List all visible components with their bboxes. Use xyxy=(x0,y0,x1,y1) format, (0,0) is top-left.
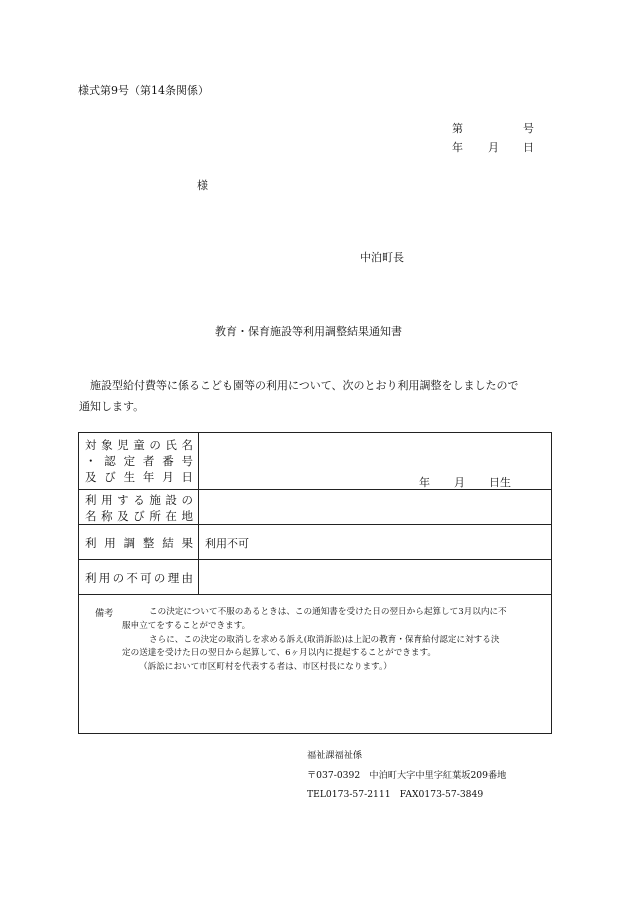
child-header-line-2: ・認定者番号 xyxy=(85,454,193,468)
result-table xyxy=(78,432,552,734)
reason-header-line: 利用の不可の理由 xyxy=(85,571,193,585)
facility-header-line-2: 名称及び所在地 xyxy=(85,509,193,523)
facility-header-line-1: 利用する施設の xyxy=(85,493,193,507)
reason-header xyxy=(79,560,199,594)
table-row-reason xyxy=(79,560,551,595)
date-day: 日 xyxy=(523,141,534,154)
number-suffix: 号 xyxy=(523,122,534,135)
table-row-facility xyxy=(79,490,551,525)
date-year: 年 xyxy=(452,141,463,154)
facility-header xyxy=(79,490,199,524)
dob-day: 日生 xyxy=(489,476,511,489)
body-line-1: 施設型給付費等に係るこども園等の利用について、次のとおり利用調整をしましたので xyxy=(90,379,519,392)
result-header xyxy=(79,525,199,559)
dob-year: 年 xyxy=(419,476,430,489)
addressee-suffix: 様 xyxy=(197,179,208,192)
child-header-line-3: 及び生年月日 xyxy=(85,470,193,484)
table-row-child xyxy=(79,433,551,490)
body-line-2: 通知します。 xyxy=(79,400,145,413)
date-month: 月 xyxy=(488,141,499,154)
document-title: 教育・保育施設等利用調整結果通知書 xyxy=(215,325,402,338)
remarks-line-1: この決定について不服のあるときは、この通知書を受けた日の翌日から起算して3月以内に不 xyxy=(149,607,507,617)
result-header-line: 利用調整結果 xyxy=(85,536,193,550)
remarks-line-4: 定の送達を受けた日の翌日から起算して、6ヶ月以内に提起することができます。 xyxy=(122,648,436,658)
footer-address: 〒037-0392 中泊町大字中里字紅葉坂209番地 xyxy=(307,770,507,781)
child-header xyxy=(79,433,199,489)
sender: 中泊町長 xyxy=(360,251,404,264)
remarks-line-5: （訴訟において市区町村を代表する者は、市区村長になります。） xyxy=(139,662,392,672)
child-header-line-1: 対象児童の氏名 xyxy=(85,438,193,452)
footer-contact: TEL0173-57-2111 FAX0173-57-3849 xyxy=(307,789,484,800)
remarks-line-2: 服申立てをすることができます。 xyxy=(122,621,251,631)
footer-department: 福祉課福祉係 xyxy=(307,750,363,761)
form-label: 様式第9号（第14条関係） xyxy=(78,84,209,97)
number-prefix: 第 xyxy=(452,122,463,135)
result-value: 利用不可 xyxy=(205,537,249,550)
dob-month: 月 xyxy=(454,476,465,489)
table-row-result xyxy=(79,525,551,560)
remarks-label: 備考 xyxy=(95,608,114,619)
remarks-line-3: さらに、この決定の取消しを求める訴え(取消訴訟)は上記の教育・保育給付認定に対する決 xyxy=(149,635,500,645)
